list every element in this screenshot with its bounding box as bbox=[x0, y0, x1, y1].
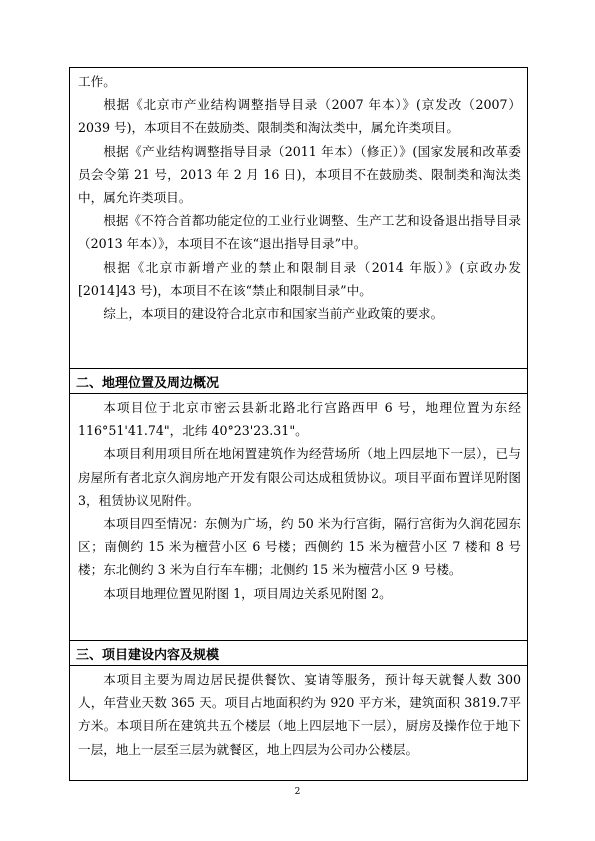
document-table-frame bbox=[69, 67, 528, 781]
scope-block bbox=[78, 668, 521, 761]
paragraph: 本项目主要为周边居民提供餐饮、宴请等服务，预计每天就餐人数 300人，年营业天数 365 天。项目占地面积约为 920 平方米，建筑面积 3819.7平方米。本项目所在建筑共五个楼层（地上四层地下一层），厨房及操作位于地下一层，地上一层至三层为就餐区，地上四层为公司办公楼层。 bbox=[78, 672, 521, 757]
section-heading-scope: 三、项目建设内容及规模 bbox=[76, 648, 220, 663]
paragraph: 本项目位于北京市密云县新北路北行宫路西甲 6 号，地理位置为东经116°51'41.74"，北纬 40°23'23.31"。 bbox=[78, 400, 521, 439]
row-divider bbox=[70, 665, 527, 666]
paragraph: 工作。 bbox=[78, 74, 116, 89]
paragraph: 本项目利用项目所在地闲置建筑作为经营场所（地上四层地下一层），已与房屋所有者北京久润房地产开发有限公司达成租赁协议。项目平面布置详见附图 3，租赁协议见附件。 bbox=[78, 446, 521, 508]
row-divider bbox=[70, 368, 527, 369]
paragraph: 综上，本项目的建设符合北京市和国家当前产业政策的要求。 bbox=[103, 306, 444, 322]
location-block bbox=[78, 396, 521, 605]
page-number: 2 bbox=[294, 787, 301, 797]
paragraph: 本项目四至情况：东侧为广场，约 50 米为行宫街，隔行宫街为久润花园东区；南侧约 15 米为檀营小区 6 号楼；西侧约 15 米为檀营小区 7 楼和 8 号楼；东北侧约 3 米为自行车车棚；北侧约 15 米为檀营小区 9 号楼。 bbox=[78, 516, 521, 578]
paragraph: 根据《北京市产业结构调整指导目录（2007 年本）》(京发改（2007）2039 号)，本项目不在鼓励类、限制类和淘汰类中，属允许类项目。 bbox=[78, 97, 521, 136]
paragraph: 根据《产业结构调整指导目录（2011 年本）（修正）》(国家发展和改革委员会令第 21 号，2013 年 2 月 16 日)，本项目不在鼓励类、限制类和淘汰类中，属允许类项目。 bbox=[78, 143, 521, 206]
paragraph: 根据《北京市新增产业的禁止和限制目录（2014 年版）》(京政办发[2014]43 号)，本项目不在该“禁止和限制目录”中。 bbox=[78, 259, 521, 298]
row-divider bbox=[70, 393, 527, 394]
policy-compliance-block bbox=[78, 70, 521, 325]
paragraph: 根据《不符合首都功能定位的工业行业调整、生产工艺和设备退出指导目录（2013 年本）》，本项目不在该“退出指导目录”中。 bbox=[78, 213, 521, 252]
row-divider bbox=[70, 640, 527, 641]
section-heading-location: 二、地理位置及周边概况 bbox=[76, 376, 220, 391]
paragraph: 本项目地理位置见附图 1，项目周边关系见附图 2。 bbox=[103, 585, 392, 601]
